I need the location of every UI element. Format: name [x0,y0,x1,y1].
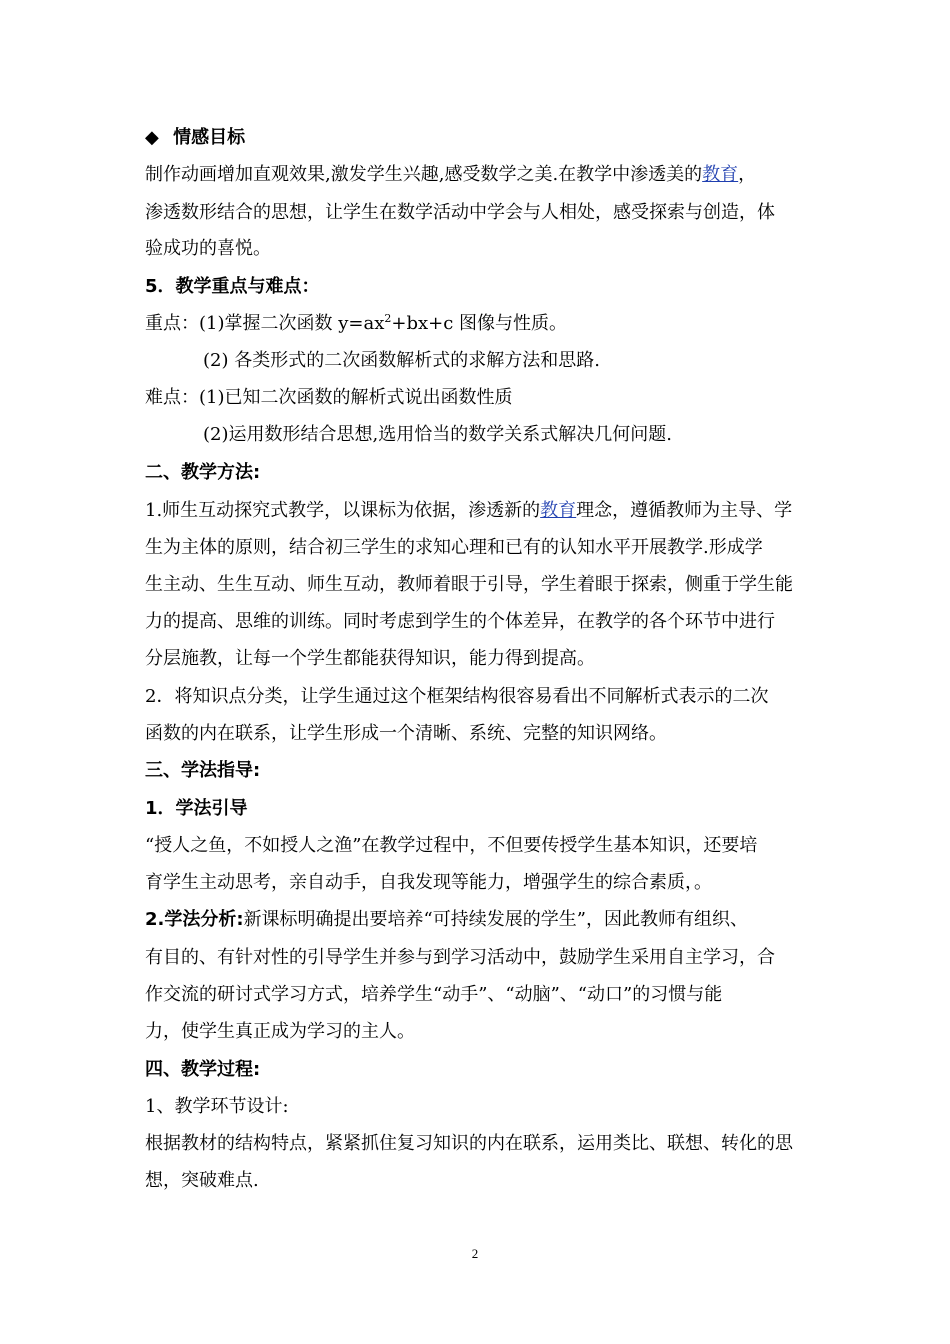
heading-teaching-process: 四、教学过程: [145,1059,261,1080]
paragraph-line: 分层施教，让每一个学生都能获得知识，能力得到提高。 [145,648,595,669]
paragraph-line: 根据教材的结构特点，紧紧抓住复习知识的内在联系，运用类比、联想、转化的思 [145,1133,793,1154]
key-point-2: (2) 各类形式的二次函数解析式的求解方法和思路. [203,350,600,371]
paragraph-line: 2．将知识点分类，让学生通过这个框架结构很容易看出不同解析式表示的二次 [145,686,769,707]
paragraph-line: 有目的、有针对性的引导学生并参与到学习活动中，鼓励学生采用自主学习，合 [145,947,775,968]
paragraph-line: 作交流的研讨式学习方式，培养学生“动手”、“动脑”、“动口”的习惯与能 [145,984,723,1005]
paragraph-line: 力的提高、思维的训练。同时考虑到学生的个体差异，在教学的各个环节中进行 [145,611,775,632]
difficult-point-2: (2)运用数形结合思想,选用恰当的数学关系式解决几何问题. [203,424,672,445]
heading-key-difficult: 5．教学重点与难点： [145,276,320,297]
paragraph-line: 1.师生互动探究式教学，以课标为依据，渗透新的教育理念，遵循教师为主导、学 [145,500,793,521]
paragraph-line: 1、教学环节设计: [145,1096,289,1117]
difficult-point-1: 难点：(1)已知二次函数的解析式说出函数性质 [145,387,513,408]
paragraph-line: 函数的内在联系，让学生形成一个清晰、系统、完整的知识网络。 [145,723,667,744]
heading-teaching-method: 二、教学方法: [145,462,261,483]
education-link[interactable]: 教育 [540,500,577,521]
paragraph-line: 2.学法分析:新课标明确提出要培养“可持续发展的学生”，因此教师有组织、 [145,909,748,930]
heading-emotion-goal: ◆ 情感目标 [145,127,246,148]
paragraph-line: 生为主体的原则，结合初三学生的求知心理和已有的认知水平开展教学.形成学 [145,537,763,558]
paragraph-line: 渗透数形结合的思想，让学生在数学活动中学会与人相处，感受探索与创造，体 [145,202,775,223]
heading-study-guidance: 三、学法指导: [145,760,261,781]
paragraph-line: 制作动画增加直观效果,激发学生兴趣,感受数学之美.在教学中渗透美的教育， [145,164,757,185]
paragraph-line: 想，突破难点. [145,1170,259,1191]
heading-study-guide: 1．学法引导 [145,798,248,819]
paragraph-line: 生主动、生生互动、师生互动，教师着眼于引导，学生着眼于探索，侧重于学生能 [145,574,793,595]
education-link[interactable]: 教育 [702,164,739,185]
page-number: 2 [471,1246,479,1261]
paragraph-line: 育学生主动思考，亲自动手，自我发现等能力，增强学生的综合素质，。 [145,872,712,893]
diamond-bullet-icon: ◆ [145,127,159,148]
paragraph-line: 验成功的喜悦。 [145,238,271,259]
key-point-1: 重点：(1)掌握二次函数 $y=ax^2+bx+c$ 图像与性质。 [145,312,567,334]
paragraph-line: 力，使学生真正成为学习的主人。 [145,1021,415,1042]
paragraph-line: “授人之鱼，不如授人之渔”在教学过程中，不但要传授学生基本知识，还要培 [145,835,758,856]
